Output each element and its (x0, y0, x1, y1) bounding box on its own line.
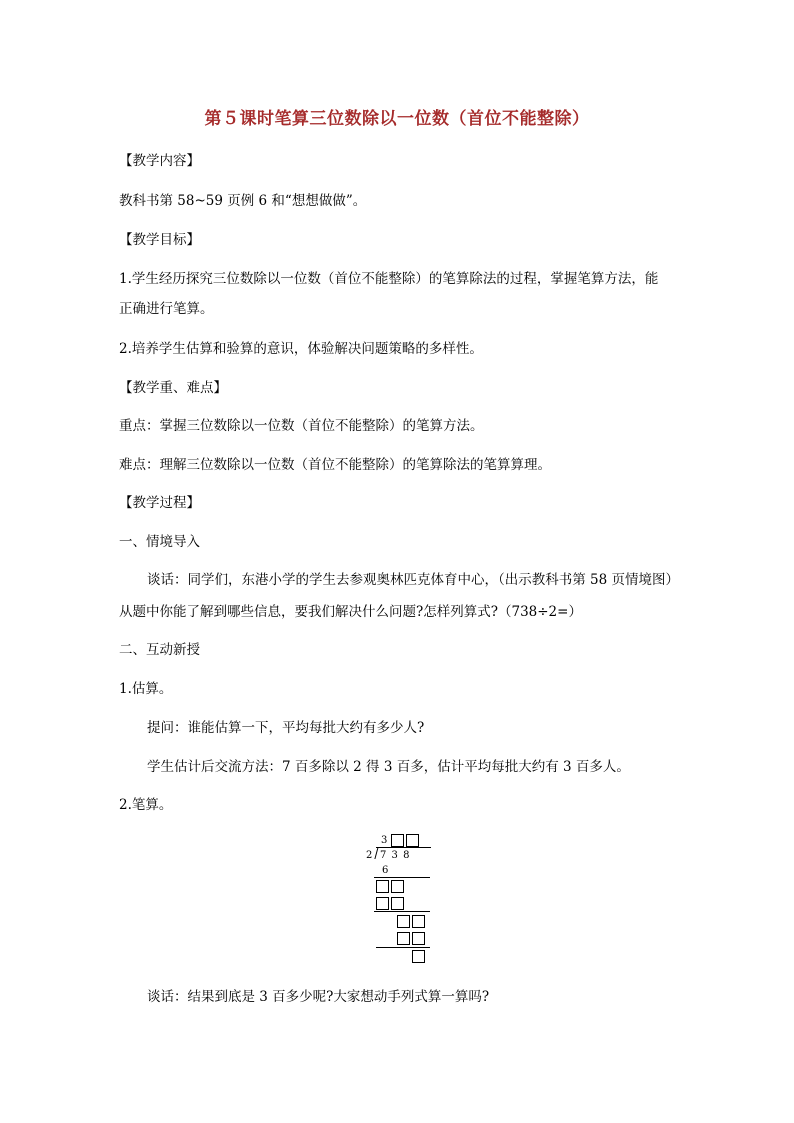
quotient-blank-box (391, 834, 404, 847)
first-product: 6 (382, 865, 389, 876)
section-heading-process: 【教学过程】 (119, 495, 200, 511)
goal-1-line-1: 1.学生经历探究三位数除以一位数（首位不能整除）的笔算除法的过程，掌握笔算方法，能 (119, 271, 659, 287)
subtraction-line (376, 947, 430, 948)
question-text: 提问：谁能估算一下，平均每批大约有多少人? (147, 720, 425, 736)
talk-1-line-2: 从题中你能了解到哪些信息，要我们解决什么问题?怎样列算式?（738÷2=） (119, 604, 582, 620)
subtraction-line (374, 877, 430, 878)
goal-2: 2.培养学生估算和验算的意识，体验解决问题策略的多样性。 (119, 341, 483, 357)
division-bracket (374, 847, 378, 859)
difficult-point: 难点：理解三位数除以一位数（首位不能整除）的笔算除法的笔算算理。 (119, 457, 551, 473)
talk-1-line-1: 谈话：同学们，东港小学的学生去参观奥林匹克体育中心，（出示教科书第 58 页情境图） (147, 572, 680, 588)
remainder-blank-box (391, 880, 404, 893)
product-blank-box (391, 897, 404, 910)
section-heading-key-points: 【教学重、难点】 (119, 380, 227, 396)
step-2-heading: 2.笔算。 (119, 797, 173, 813)
section-heading-goals: 【教学目标】 (119, 232, 200, 248)
divisor: 2 (366, 850, 373, 861)
product-blank-box (376, 897, 389, 910)
part-1-heading: 一、情境导入 (119, 534, 200, 550)
key-point: 重点：掌握三位数除以一位数（首位不能整除）的笔算方法。 (119, 418, 484, 434)
goal-1-line-2: 正确进行笔算。 (119, 301, 214, 317)
content-text: 教科书第 58~59 页例 6 和“想想做做”。 (119, 193, 367, 209)
dividend: 7 3 8 (380, 850, 411, 861)
quotient-blank-box (406, 834, 419, 847)
remainder-blank-box (376, 880, 389, 893)
part-2-heading: 二、互动新授 (119, 642, 200, 658)
subtraction-line (374, 911, 430, 912)
final-remainder-box (412, 950, 425, 963)
product-blank-box (412, 932, 425, 945)
section-heading-content: 【教学内容】 (119, 153, 200, 169)
long-division-figure (360, 832, 440, 972)
remainder-blank-box (397, 915, 410, 928)
step-1-heading: 1.估算。 (119, 681, 173, 697)
quotient-digit: 3 (381, 835, 388, 846)
product-blank-box (397, 932, 410, 945)
page-title: 第５课时笔算三位数除以一位数（首位不能整除） (204, 109, 590, 129)
division-bar (376, 847, 431, 848)
remainder-blank-box (412, 915, 425, 928)
talk-2: 谈话：结果到底是 3 百多少呢?大家想动手列式算一算吗? (147, 989, 490, 1005)
estimate-text: 学生估计后交流方法：7 百多除以 2 得 3 百多，估计平均每批大约有 3 百多人。 (147, 759, 630, 775)
